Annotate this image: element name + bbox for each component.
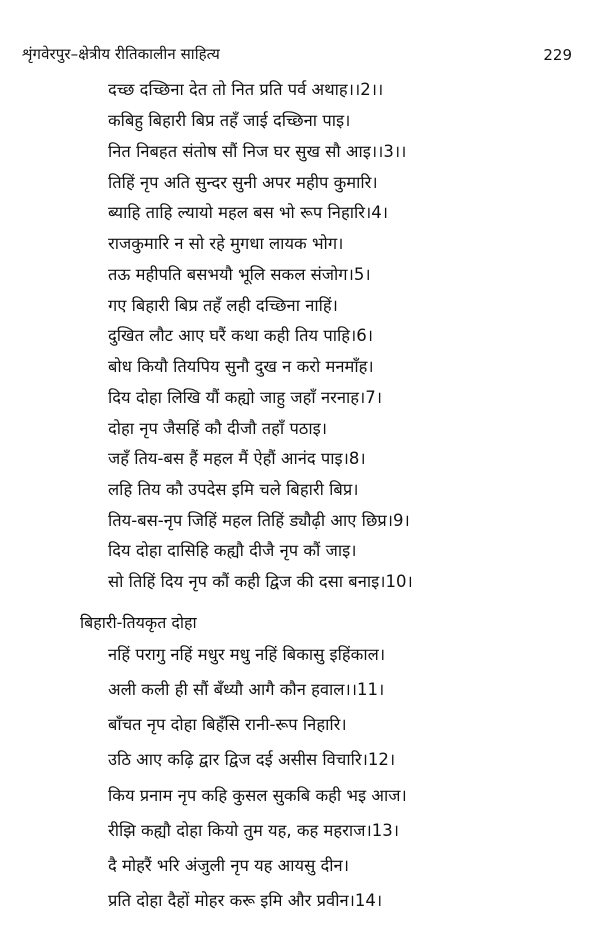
verse-line: बाँचत नृप दोहा बिहँसि रानी-रूप निहारि। bbox=[108, 715, 347, 734]
page-number: 229 bbox=[543, 46, 572, 64]
verse-line: बोध कियौ तियपिय सुनौ दुख न करो मनमाँह। bbox=[108, 357, 374, 376]
verse-line: लहि तिय कौ उपदेस इमि चले बिहारी बिप्र। bbox=[108, 480, 359, 499]
verse-line: प्रति दोहा दैहों मोहर करू इमि और प्रवीन।14। bbox=[108, 891, 383, 910]
verse-line: ब्याहि ताहि ल्यायो महल बस भो रूप निहारि।4। bbox=[108, 203, 389, 222]
verse-line: किय प्रनाम नृप कहि कुसल सुकबि कही भइ आज। bbox=[108, 786, 407, 805]
verse-line: तिय-बस-नृप जिहिं महल तिहिं ड्यौढ़ी आए छिप्र।9। bbox=[108, 511, 410, 530]
verse-line: दोहा नृप जैसहिं कौ दीजौ तहाँ पठाइ। bbox=[108, 419, 328, 438]
verse-line: सो तिहिं दिय नृप कौं कही द्विज की दसा बनाइ।10। bbox=[108, 572, 413, 591]
verse-line: नित निबहत संतोष सौं निज घर सुख सौ आइ।।3।। bbox=[108, 142, 407, 161]
verse-line: दै मोहरैं भरि अंजुली नृप यह आयसु दीन। bbox=[108, 856, 349, 875]
verse-line: तिहिं नृप अति सुन्दर सुनी अपर महीप कुमारि। bbox=[108, 173, 378, 192]
verse-line: रीझि कह्यौ दोहा कियो तुम यह, कह महराज।13। bbox=[108, 821, 399, 840]
verse-line: राजकुमारि न सो रहे मुगधा लायक भोग। bbox=[108, 234, 344, 253]
verse-line: दिय दोहा दासिहि कह्यौ दीजै नृप कौं जाइ। bbox=[108, 541, 357, 560]
verse-line: कबिहु बिहारी बिप्र तहँ जाई दच्छिना पाइ। bbox=[108, 111, 351, 130]
running-title: शृंगवेरपुर–क्षेत्रीय रीतिकालीन साहित्य bbox=[22, 45, 220, 63]
verse-line: नहिं परागु नहिं मधुर मधु नहिं बिकासु इहिंकाल। bbox=[108, 645, 386, 664]
verse-line: दच्छ दच्छिना देत तो नित प्रति पर्व अथाह।।2।। bbox=[108, 80, 384, 99]
verse-line: जहँ तिय-बस हैं महल मैं ऐहौं आनंद पाइ।8। bbox=[108, 449, 366, 468]
verse-line: तऊ महीपति बसभयौ भूलि सकल संजोग।5। bbox=[108, 265, 371, 284]
verse-line: दुखित लौट आए घरैं कथा कही तिय पाहि।6। bbox=[108, 326, 374, 345]
verse-line: अली कली ही सौं बँध्यौ आगै कौन हवाल।।11। bbox=[108, 680, 385, 699]
verse-line: गए बिहारी बिप्र तहँ लही दच्छिना नाहिं। bbox=[108, 296, 338, 315]
section-heading: बिहारी-तियकृत दोहा bbox=[80, 613, 197, 632]
verse-line: उठि आए कढ़ि द्वार द्विज दई असीस विचारि।12। bbox=[108, 750, 396, 769]
verse-line: दिय दोहा लिखि यौं कह्यो जाहु जहाँ नरनाह।7। bbox=[108, 388, 383, 407]
